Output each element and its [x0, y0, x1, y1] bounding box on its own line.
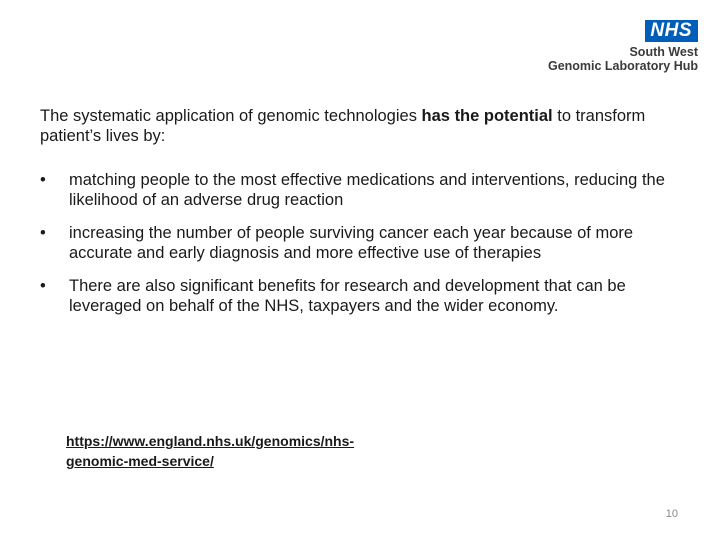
intro-paragraph: [40, 106, 680, 146]
bullet-marker: •: [40, 224, 46, 242]
list-item-text: increasing the number of people surviving cancer each year because of more accurate and early diagnosis and more effective use of therapies: [69, 224, 634, 262]
bullet-marker: •: [40, 277, 46, 295]
reference-link-line2: genomic-med-service/: [66, 453, 214, 469]
org-name-line1: South West: [629, 45, 698, 59]
list-item-text: There are also significant benefits for research and development that can be leveraged on behalf of the NHS, taxpayers and the wider economy.: [69, 277, 626, 315]
intro-text-end: to transform patient’s lives by:: [40, 107, 646, 145]
reference-link[interactable]: [66, 431, 426, 471]
nhs-badge: NHS: [645, 20, 698, 42]
list-item-text: matching people to the most effective medications and interventions, reducing the likelihood of an adverse drug reaction: [69, 171, 665, 209]
bullet-marker: •: [40, 171, 46, 189]
nhs-logo: [548, 20, 698, 73]
page-number: 10: [665, 508, 678, 520]
intro-text-start: The systematic application of genomic technologies: [40, 107, 422, 125]
org-name-line2: Genomic Laboratory Hub: [547, 59, 698, 73]
benefits-list: [40, 170, 688, 329]
list-item: [40, 170, 688, 210]
list-item: [40, 276, 688, 316]
list-item: [40, 223, 688, 263]
intro-emphasis: has the potential: [421, 107, 553, 125]
reference-link-line1: https://www.england.nhs.uk/genomics/nhs-: [66, 433, 355, 449]
